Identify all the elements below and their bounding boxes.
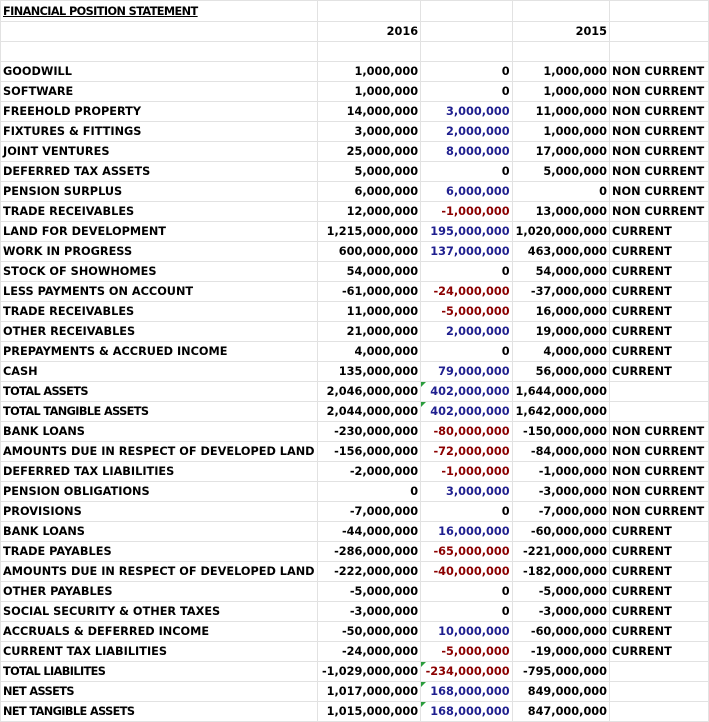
value-2015-cell[interactable]: 1,000,000 (512, 82, 609, 102)
value-2015-cell[interactable]: 463,000,000 (512, 242, 609, 262)
table-row (1, 442, 709, 462)
table-row (1, 302, 709, 322)
classification-cell[interactable]: NON CURRENT (610, 442, 709, 462)
value-2015-cell[interactable]: -5,000,000 (512, 582, 609, 602)
change-cell[interactable]: -5,000,000 (421, 642, 513, 662)
change-cell[interactable]: -24,000,000 (421, 282, 513, 302)
table-row (1, 202, 709, 222)
empty-cell[interactable] (317, 42, 421, 62)
change-cell[interactable]: 402,000,000 (421, 382, 513, 402)
line-item-label[interactable]: OTHER RECEIVABLES (1, 322, 318, 342)
change-cell[interactable]: 0 (421, 342, 513, 362)
value-2016-cell[interactable]: 1,000,000 (317, 82, 421, 102)
table-row (1, 242, 709, 262)
line-item-label[interactable]: FREEHOLD PROPERTY (1, 102, 318, 122)
classification-cell[interactable]: NON CURRENT (610, 182, 709, 202)
line-item-label[interactable]: TOTAL TANGIBLE ASSETS (1, 402, 318, 422)
value-2015-cell[interactable]: 56,000,000 (512, 362, 609, 382)
table-row (1, 682, 709, 702)
change-cell[interactable]: 0 (421, 162, 513, 182)
blank-row (1, 42, 709, 62)
line-item-label[interactable]: TRADE PAYABLES (1, 542, 318, 562)
line-item-label[interactable]: AMOUNTS DUE IN RESPECT OF DEVELOPED LAND (1, 562, 318, 582)
value-2015-cell[interactable]: 1,000,000 (512, 122, 609, 142)
line-item-label[interactable]: LAND FOR DEVELOPMENT (1, 222, 318, 242)
value-2016-cell[interactable]: -3,000,000 (317, 602, 421, 622)
table-row (1, 662, 709, 682)
classification-cell[interactable]: CURRENT (610, 642, 709, 662)
value-2016-cell[interactable]: 25,000,000 (317, 142, 421, 162)
classification-cell[interactable] (610, 382, 709, 402)
value-2016-cell[interactable]: 12,000,000 (317, 202, 421, 222)
change-cell[interactable]: -1,000,000 (421, 462, 513, 482)
empty-cell[interactable] (1, 22, 318, 42)
value-2016-cell[interactable]: 1,215,000,000 (317, 222, 421, 242)
classification-cell[interactable]: NON CURRENT (610, 142, 709, 162)
classification-cell[interactable]: CURRENT (610, 602, 709, 622)
table-row (1, 582, 709, 602)
value-2016-cell[interactable]: 5,000,000 (317, 162, 421, 182)
table-row (1, 282, 709, 302)
value-2016-cell[interactable]: -44,000,000 (317, 522, 421, 542)
line-item-label[interactable]: SOCIAL SECURITY & OTHER TAXES (1, 602, 318, 622)
change-cell[interactable]: 10,000,000 (421, 622, 513, 642)
classification-cell[interactable] (610, 682, 709, 702)
year-header-row (1, 22, 709, 42)
change-cell[interactable]: 3,000,000 (421, 102, 513, 122)
table-row (1, 342, 709, 362)
line-item-label[interactable]: JOINT VENTURES (1, 142, 318, 162)
classification-cell[interactable]: CURRENT (610, 282, 709, 302)
line-item-label[interactable]: FIXTURES & FITTINGS (1, 122, 318, 142)
value-2015-cell[interactable]: 19,000,000 (512, 322, 609, 342)
line-item-label[interactable]: LESS PAYMENTS ON ACCOUNT (1, 282, 318, 302)
line-item-label[interactable]: PREPAYMENTS & ACCRUED INCOME (1, 342, 318, 362)
classification-cell[interactable]: CURRENT (610, 242, 709, 262)
value-2016-cell[interactable]: -222,000,000 (317, 562, 421, 582)
line-item-label[interactable]: NET TANGIBLE ASSETS (1, 702, 318, 722)
value-2015-cell[interactable]: -1,000,000 (512, 462, 609, 482)
classification-cell[interactable] (610, 702, 709, 722)
value-2016-cell[interactable]: 21,000,000 (317, 322, 421, 342)
classification-cell[interactable]: NON CURRENT (610, 422, 709, 442)
value-2015-cell[interactable]: -150,000,000 (512, 422, 609, 442)
value-2015-cell[interactable]: -37,000,000 (512, 282, 609, 302)
line-item-label[interactable]: AMOUNTS DUE IN RESPECT OF DEVELOPED LAND (1, 442, 318, 462)
line-item-label[interactable]: ACCRUALS & DEFERRED INCOME (1, 622, 318, 642)
classification-cell[interactable]: CURRENT (610, 222, 709, 242)
value-2015-cell[interactable]: 4,000,000 (512, 342, 609, 362)
line-item-label[interactable]: BANK LOANS (1, 522, 318, 542)
classification-cell[interactable]: CURRENT (610, 622, 709, 642)
classification-cell[interactable]: NON CURRENT (610, 62, 709, 82)
empty-cell[interactable] (512, 42, 609, 62)
value-2015-cell[interactable]: -7,000,000 (512, 502, 609, 522)
change-cell[interactable]: 16,000,000 (421, 522, 513, 542)
line-item-label[interactable]: OTHER PAYABLES (1, 582, 318, 602)
table-row (1, 642, 709, 662)
change-cell[interactable]: -5,000,000 (421, 302, 513, 322)
empty-cell[interactable] (421, 1, 513, 22)
classification-cell[interactable]: NON CURRENT (610, 122, 709, 142)
value-2015-cell[interactable]: 1,020,000,000 (512, 222, 609, 242)
line-item-label[interactable]: TOTAL LIABILITES (1, 662, 318, 682)
value-2015-cell[interactable]: -60,000,000 (512, 622, 609, 642)
value-2016-cell[interactable]: -1,029,000,000 (317, 662, 421, 682)
line-item-label[interactable]: TOTAL ASSETS (1, 382, 318, 402)
empty-cell[interactable] (317, 1, 421, 22)
classification-cell[interactable]: NON CURRENT (610, 202, 709, 222)
change-cell[interactable]: 6,000,000 (421, 182, 513, 202)
value-2016-cell[interactable]: 135,000,000 (317, 362, 421, 382)
line-item-label[interactable]: DEFERRED TAX LIABILITIES (1, 462, 318, 482)
change-cell[interactable]: 168,000,000 (421, 702, 513, 722)
value-2015-cell[interactable]: -3,000,000 (512, 602, 609, 622)
title-row (1, 1, 709, 22)
value-2016-cell[interactable]: -2,000,000 (317, 462, 421, 482)
value-2016-cell[interactable]: -61,000,000 (317, 282, 421, 302)
classification-cell[interactable]: NON CURRENT (610, 162, 709, 182)
table-row (1, 322, 709, 342)
value-2015-cell[interactable]: -84,000,000 (512, 442, 609, 462)
table-row (1, 262, 709, 282)
value-2016-cell[interactable]: 14,000,000 (317, 102, 421, 122)
change-cell[interactable]: 0 (421, 62, 513, 82)
value-2015-cell[interactable]: -221,000,000 (512, 542, 609, 562)
classification-cell[interactable]: CURRENT (610, 302, 709, 322)
value-2015-cell[interactable]: 5,000,000 (512, 162, 609, 182)
value-2016-cell[interactable]: -5,000,000 (317, 582, 421, 602)
value-2016-cell[interactable]: 11,000,000 (317, 302, 421, 322)
classification-cell[interactable]: CURRENT (610, 322, 709, 342)
table-row (1, 402, 709, 422)
statement-title: FINANCIAL POSITION STATEMENT (3, 4, 198, 18)
table-row (1, 562, 709, 582)
change-cell[interactable]: 195,000,000 (421, 222, 513, 242)
line-item-label[interactable]: TRADE RECEIVABLES (1, 202, 318, 222)
classification-cell[interactable]: CURRENT (610, 362, 709, 382)
classification-cell[interactable]: CURRENT (610, 542, 709, 562)
line-item-label[interactable]: PENSION OBLIGATIONS (1, 482, 318, 502)
value-2016-cell[interactable]: -7,000,000 (317, 502, 421, 522)
empty-cell[interactable] (421, 42, 513, 62)
classification-cell[interactable] (610, 662, 709, 682)
line-item-label[interactable]: GOODWILL (1, 62, 318, 82)
empty-cell[interactable] (1, 42, 318, 62)
value-2015-cell[interactable]: 0 (512, 182, 609, 202)
table-row (1, 502, 709, 522)
table-row (1, 522, 709, 542)
classification-cell[interactable]: NON CURRENT (610, 102, 709, 122)
value-2016-cell[interactable]: -230,000,000 (317, 422, 421, 442)
value-2016-cell[interactable]: 1,015,000,000 (317, 702, 421, 722)
change-cell[interactable]: 168,000,000 (421, 682, 513, 702)
table-row (1, 382, 709, 402)
title-cell[interactable] (1, 1, 318, 22)
table-row (1, 142, 709, 162)
empty-cell[interactable] (610, 1, 709, 22)
change-cell[interactable]: -234,000,000 (421, 662, 513, 682)
line-item-label[interactable]: STOCK OF SHOWHOMES (1, 262, 318, 282)
value-2015-cell[interactable]: 1,642,000,000 (512, 402, 609, 422)
year-2016-header[interactable]: 2016 (317, 22, 421, 42)
value-2015-cell[interactable]: -19,000,000 (512, 642, 609, 662)
table-row (1, 462, 709, 482)
value-2015-cell[interactable]: -182,000,000 (512, 562, 609, 582)
classification-cell[interactable]: NON CURRENT (610, 462, 709, 482)
value-2015-cell[interactable]: 16,000,000 (512, 302, 609, 322)
line-item-label[interactable]: BANK LOANS (1, 422, 318, 442)
change-cell[interactable]: 0 (421, 582, 513, 602)
change-cell[interactable]: 402,000,000 (421, 402, 513, 422)
change-cell[interactable]: 8,000,000 (421, 142, 513, 162)
table-row (1, 122, 709, 142)
value-2016-cell[interactable]: -50,000,000 (317, 622, 421, 642)
classification-cell[interactable]: NON CURRENT (610, 502, 709, 522)
value-2015-cell[interactable]: 13,000,000 (512, 202, 609, 222)
value-2016-cell[interactable]: 2,044,000,000 (317, 402, 421, 422)
change-cell[interactable]: 79,000,000 (421, 362, 513, 382)
classification-cell[interactable]: CURRENT (610, 562, 709, 582)
value-2016-cell[interactable]: -286,000,000 (317, 542, 421, 562)
value-2016-cell[interactable]: 3,000,000 (317, 122, 421, 142)
change-cell[interactable]: 3,000,000 (421, 482, 513, 502)
change-cell[interactable]: -65,000,000 (421, 542, 513, 562)
classification-cell[interactable]: CURRENT (610, 262, 709, 282)
line-item-label[interactable]: DEFERRED TAX ASSETS (1, 162, 318, 182)
table-row (1, 482, 709, 502)
value-2016-cell[interactable]: 6,000,000 (317, 182, 421, 202)
change-cell[interactable]: 0 (421, 82, 513, 102)
year-2015-header[interactable]: 2015 (512, 22, 609, 42)
change-cell[interactable]: 2,000,000 (421, 122, 513, 142)
classification-cell[interactable]: CURRENT (610, 582, 709, 602)
change-cell[interactable]: 0 (421, 602, 513, 622)
line-item-label[interactable]: TRADE RECEIVABLES (1, 302, 318, 322)
table-row (1, 602, 709, 622)
value-2015-cell[interactable]: -795,000,000 (512, 662, 609, 682)
value-2015-cell[interactable]: -3,000,000 (512, 482, 609, 502)
table-row (1, 542, 709, 562)
line-item-label[interactable]: PROVISIONS (1, 502, 318, 522)
value-2016-cell[interactable]: 1,000,000 (317, 62, 421, 82)
value-2016-cell[interactable]: 2,046,000,000 (317, 382, 421, 402)
value-2015-cell[interactable]: 54,000,000 (512, 262, 609, 282)
table-row (1, 702, 709, 722)
change-cell[interactable]: -40,000,000 (421, 562, 513, 582)
classification-cell[interactable] (610, 402, 709, 422)
line-item-label[interactable]: NET ASSETS (1, 682, 318, 702)
value-2016-cell[interactable]: 1,017,000,000 (317, 682, 421, 702)
table-row (1, 102, 709, 122)
line-item-label[interactable]: SOFTWARE (1, 82, 318, 102)
table-row (1, 422, 709, 442)
table-row (1, 82, 709, 102)
value-2016-cell[interactable]: 54,000,000 (317, 262, 421, 282)
table-row (1, 622, 709, 642)
line-item-label[interactable]: WORK IN PROGRESS (1, 242, 318, 262)
change-cell[interactable]: 2,000,000 (421, 322, 513, 342)
change-cell[interactable]: -1,000,000 (421, 202, 513, 222)
table-row (1, 362, 709, 382)
empty-cell[interactable] (421, 22, 513, 42)
change-cell[interactable]: 0 (421, 502, 513, 522)
value-2016-cell[interactable]: 4,000,000 (317, 342, 421, 362)
table-row (1, 62, 709, 82)
empty-cell[interactable] (512, 1, 609, 22)
classification-cell[interactable]: CURRENT (610, 522, 709, 542)
value-2015-cell[interactable]: 1,000,000 (512, 62, 609, 82)
classification-cell[interactable]: CURRENT (610, 342, 709, 362)
value-2015-cell[interactable]: 17,000,000 (512, 142, 609, 162)
classification-cell[interactable]: NON CURRENT (610, 82, 709, 102)
empty-cell[interactable] (610, 42, 709, 62)
value-2015-cell[interactable]: 847,000,000 (512, 702, 609, 722)
value-2016-cell[interactable]: -156,000,000 (317, 442, 421, 462)
value-2016-cell[interactable]: -24,000,000 (317, 642, 421, 662)
change-cell[interactable]: 0 (421, 262, 513, 282)
classification-cell[interactable]: NON CURRENT (610, 482, 709, 502)
table-row (1, 182, 709, 202)
empty-cell[interactable] (610, 22, 709, 42)
change-cell[interactable]: -72,000,000 (421, 442, 513, 462)
value-2016-cell[interactable]: 0 (317, 482, 421, 502)
value-2015-cell[interactable]: 11,000,000 (512, 102, 609, 122)
value-2015-cell[interactable]: -60,000,000 (512, 522, 609, 542)
line-item-label[interactable]: PENSION SURPLUS (1, 182, 318, 202)
value-2015-cell[interactable]: 849,000,000 (512, 682, 609, 702)
change-cell[interactable]: 137,000,000 (421, 242, 513, 262)
value-2015-cell[interactable]: 1,644,000,000 (512, 382, 609, 402)
value-2016-cell[interactable]: 600,000,000 (317, 242, 421, 262)
table-row (1, 162, 709, 182)
line-item-label[interactable]: CASH (1, 362, 318, 382)
line-item-label[interactable]: CURRENT TAX LIABILITIES (1, 642, 318, 662)
table-row (1, 222, 709, 242)
change-cell[interactable]: -80,000,000 (421, 422, 513, 442)
